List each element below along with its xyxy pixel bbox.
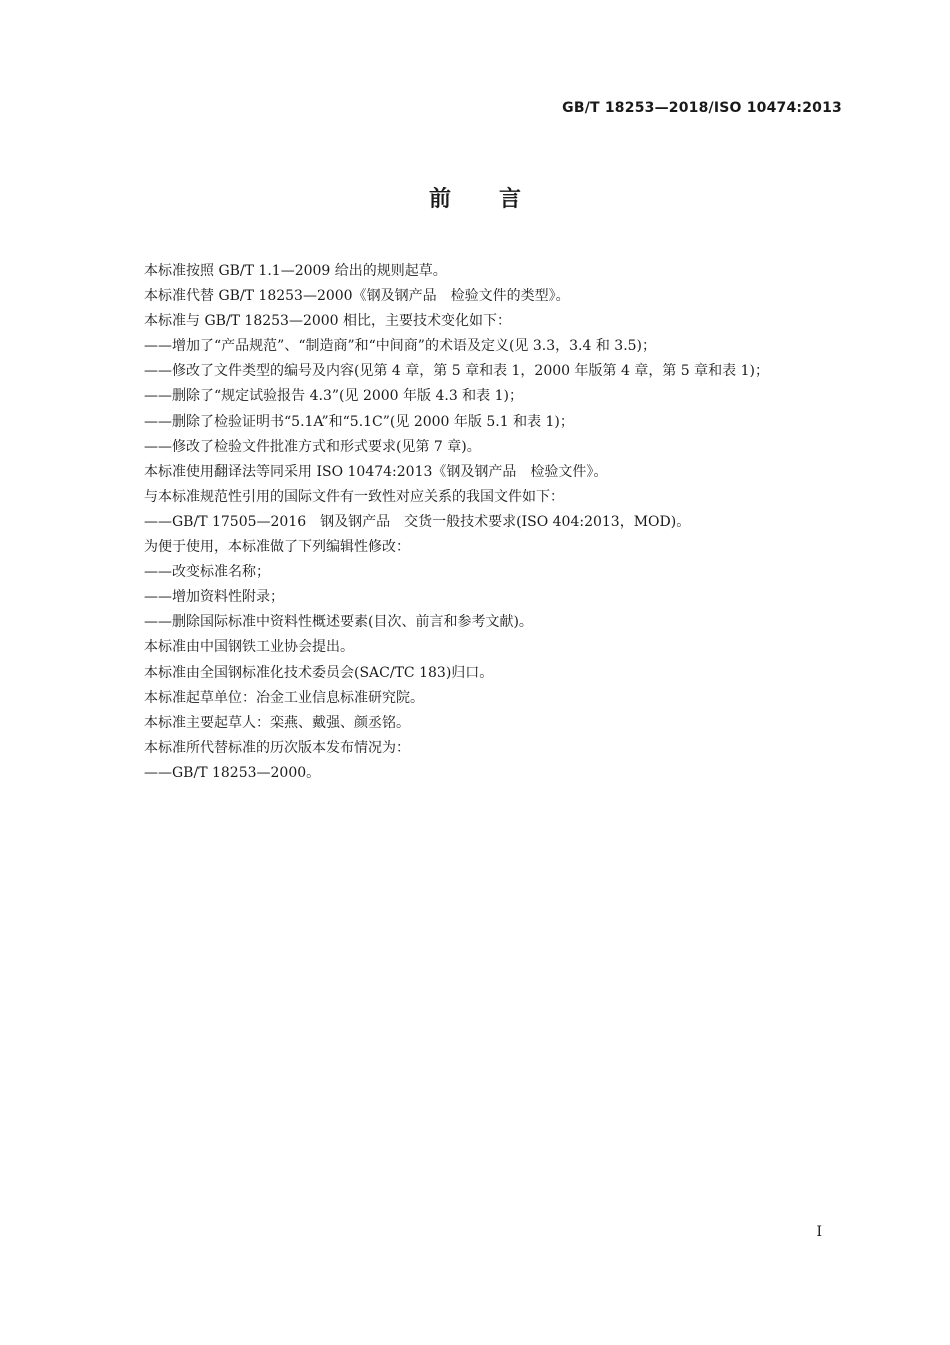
- foreword-body: [144, 259, 844, 786]
- list-item: ——增加了“产品规范”、“制造商”和“中间商”的术语及定义(见 3.3，3.4 和 3.5)；: [144, 338, 657, 355]
- paragraph-line: 本标准使用翻译法等同采用 ISO 10474:2013《钢及钢产品 检验文件》。: [144, 463, 608, 480]
- paragraph-line: 本标准按照 GB/T 1.1—2009 给出的规则起草。: [144, 263, 447, 279]
- page-number: I: [816, 1224, 822, 1240]
- list-item: ——增加资料性附录；: [144, 589, 284, 606]
- list-item: ——修改了文件类型的编号及内容(见第 4 章，第 5 章和表 1，2000 年版第 4 章，第 5 章和表 1)；: [144, 363, 769, 380]
- list-item: ——GB/T 18253—2000。: [144, 764, 321, 781]
- list-item: ——修改了检验文件批准方式和形式要求(见第 7 章)。: [144, 438, 481, 455]
- page-title: 前言: [428, 187, 569, 212]
- paragraph-line: 本标准代替 GB/T 18253—2000《钢及钢产品 检验文件的类型》。: [144, 288, 570, 305]
- paragraph-line: 与本标准规范性引用的国际文件有一致性对应关系的我国文件如下：: [144, 488, 564, 505]
- paragraph-line: 本标准主要起草人：栾燕、戴强、颜丞铭。: [144, 714, 410, 731]
- paragraph-line: 本标准由全国钢标准化技术委员会(SAC/TC 183)归口。: [144, 664, 494, 681]
- list-item: ——改变标准名称；: [144, 564, 270, 581]
- paragraph-line: 本标准由中国钢铁工业协会提出。: [144, 639, 354, 656]
- list-item: ——删除国际标准中资料性概述要素(目次、前言和参考文献)。: [144, 614, 533, 631]
- list-item: ——删除了“规定试验报告 4.3”(见 2000 年版 4.3 和表 1)；: [144, 388, 524, 405]
- paragraph-line: 为便于使用，本标准做了下列编辑性修改：: [144, 539, 410, 556]
- list-item: ——GB/T 17505—2016 钢及钢产品 交货一般技术要求(ISO 404:2013，MOD)。: [144, 513, 691, 530]
- paragraph-line: 本标准与 GB/T 18253—2000 相比，主要技术变化如下：: [144, 313, 512, 330]
- paragraph-line: 本标准所代替标准的历次版本发布情况为：: [144, 739, 410, 756]
- list-item: ——删除了检验证明书“5.1A”和“5.1C”(见 2000 年版 5.1 和表 1)；: [144, 413, 574, 430]
- standard-code-header: GB/T 18253—2018/ISO 10474:2013: [562, 100, 842, 116]
- paragraph-line: 本标准起草单位：冶金工业信息标准研究院。: [144, 689, 424, 706]
